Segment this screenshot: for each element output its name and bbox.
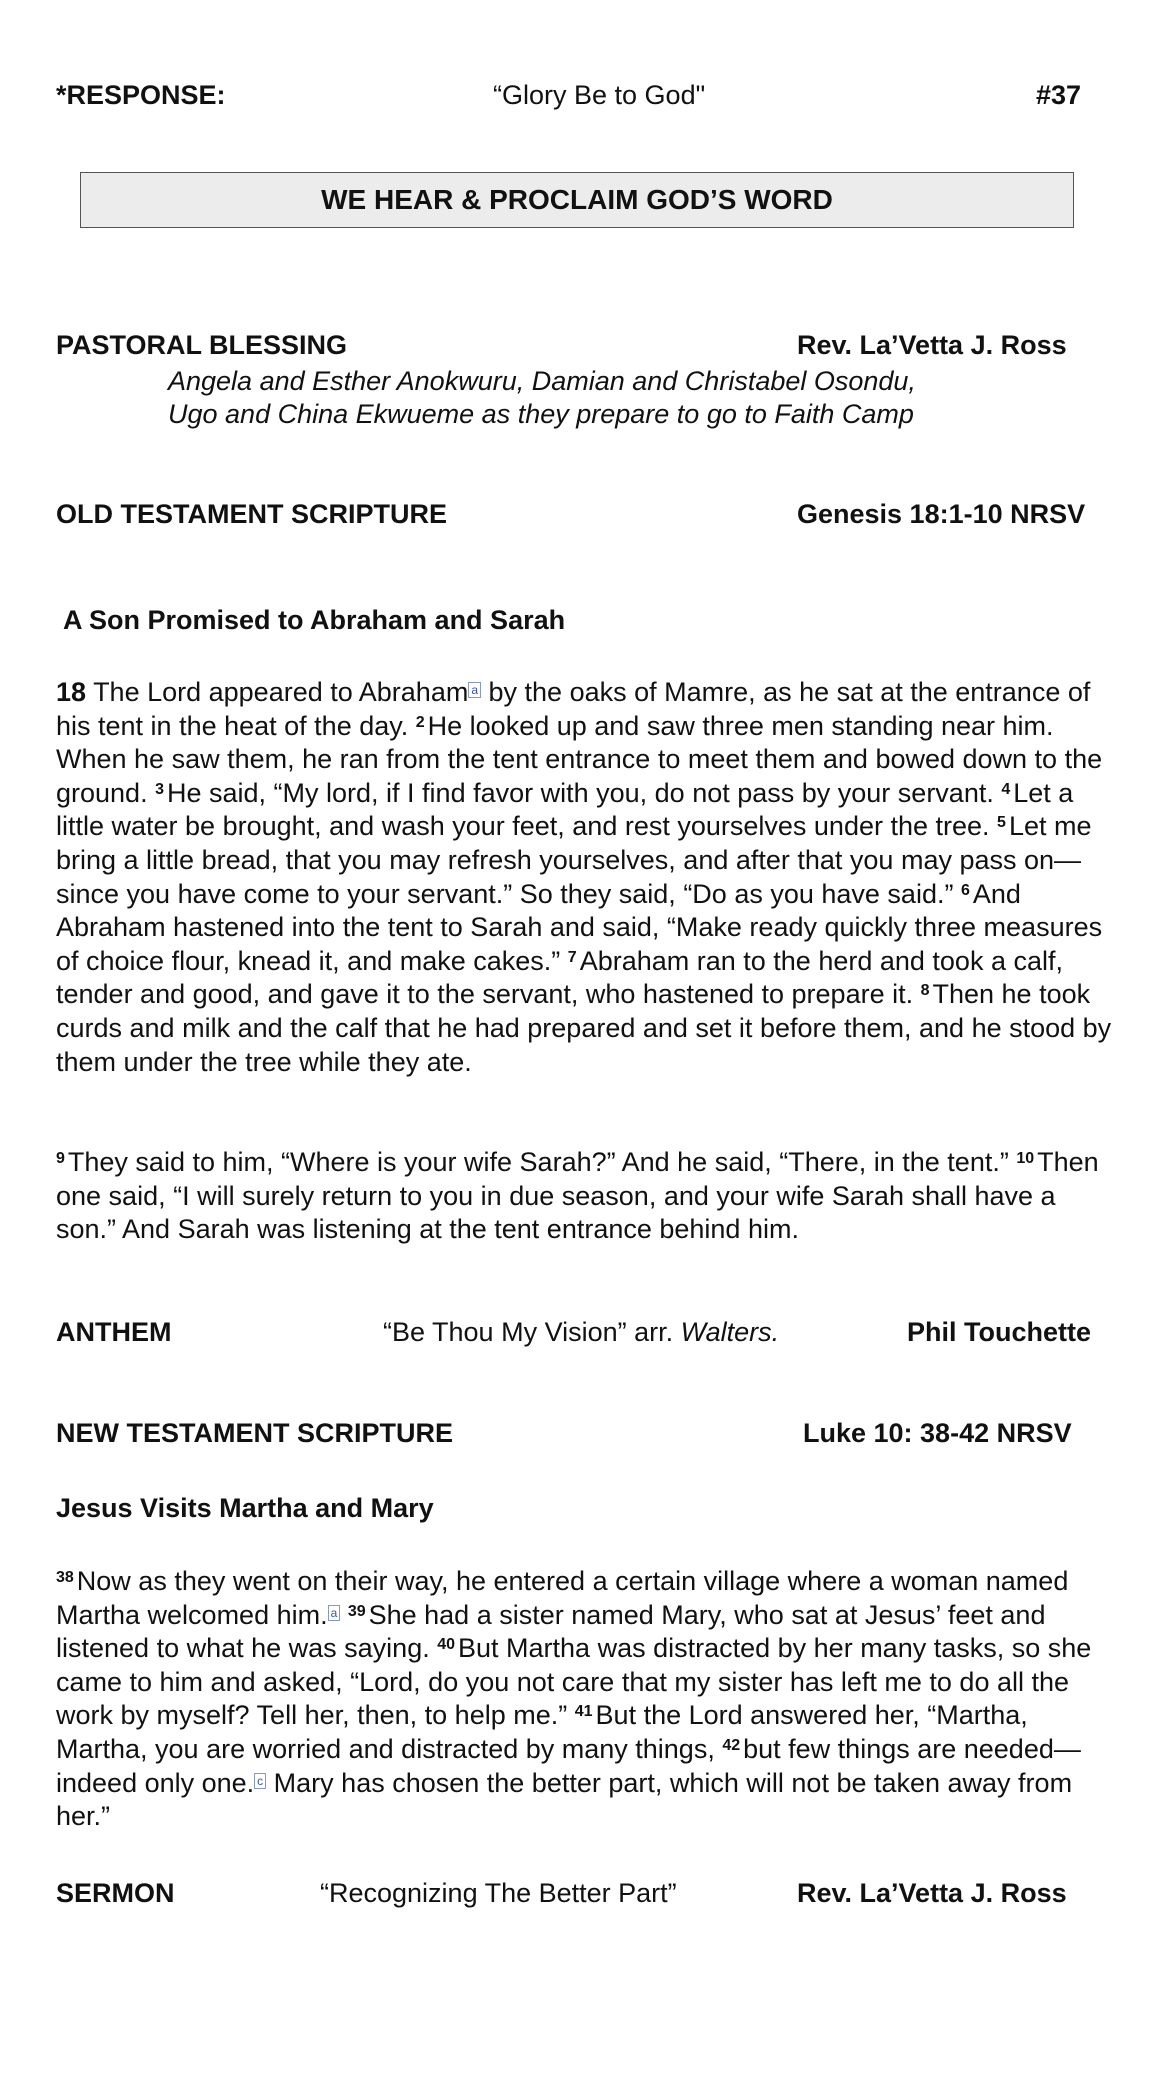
- chapter-number: 18: [56, 677, 87, 707]
- verse-42-cont: Mary has chosen the better part, which will not be taken away from her.”: [56, 1767, 1073, 1832]
- new-testament-reference: Luke 10: 38-42 NRSV: [803, 1418, 1072, 1448]
- verse-2: He looked up and saw three men standing near him. When he saw them, he ran from the tent entrance to meet them and bowed down to the ground.: [56, 710, 1103, 808]
- footnote-link[interactable]: c: [254, 1773, 266, 1789]
- verse-8: Then he took curds and milk and the calf that he had prepared and set it before them, and he stood by them under the tree while they ate.: [56, 979, 1112, 1077]
- blessing-names-line-1: Angela and Esther Anokwuru, Damian and Christabel Osondu,: [168, 366, 916, 396]
- verse-40: But Martha was distracted by her many tasks, so she came to him and asked, “Lord, do you not care that my sister has left me to do all the work by myself? Tell her, then, to help me.”: [56, 1633, 1092, 1731]
- genesis-passage-1: [56, 676, 1121, 1079]
- footnote-link[interactable]: a: [468, 682, 481, 698]
- verse-6: And Abraham hastened into the tent to Sarah and said, “Make ready quickly three measures of choice flour, knead it, and make cakes.”: [56, 878, 1103, 976]
- old-testament-reference: Genesis 18:1-10 NRSV: [797, 499, 1086, 529]
- verse-42: but few things are needed—indeed only one.: [56, 1733, 1081, 1798]
- old-testament-label: OLD TESTAMENT SCRIPTURE: [56, 499, 447, 529]
- verse-number: 38: [56, 1569, 74, 1586]
- verse-number: 39: [347, 1602, 366, 1620]
- anthem-song: “Be Thou My Vision” arr.: [383, 1317, 681, 1347]
- new-testament-label: NEW TESTAMENT SCRIPTURE: [56, 1418, 453, 1448]
- section-banner: WE HEAR & PROCLAIM GOD’S WORD: [80, 172, 1074, 228]
- blessing-names-line-2: Ugo and China Ekwueme as they prepare to go to Faith Camp: [168, 399, 914, 429]
- footnote-link[interactable]: a: [328, 1605, 341, 1621]
- verse-5: Let me bring a little bread, that you may refresh yourselves, and after that you may pass on—since you have come to your servant.” So they said, “Do as you have said.”: [56, 811, 1092, 909]
- verse-number: 42: [722, 1736, 741, 1754]
- sermon-preacher: Rev. La’Vetta J. Ross: [797, 1878, 1067, 1908]
- verse-number: 9: [56, 1150, 65, 1167]
- verse-number: 3: [155, 780, 164, 798]
- verse-38: Now as they went on their way, he entered a certain village where a woman named Martha welcomed him.: [56, 1566, 1069, 1630]
- verse-1-cont: by the oaks of Mamre, as he sat at the entrance of his tent in the heat of the day.: [56, 677, 1091, 741]
- verse-10: Then one said, “I will surely return to you in due season, and your wife Sarah shall have a son.” And Sarah was listening at the tent entrance behind him.: [56, 1147, 1099, 1245]
- anthem-performer: Phil Touchette: [907, 1317, 1092, 1347]
- anthem-label: ANTHEM: [56, 1317, 172, 1347]
- new-testament-heading: Jesus Visits Martha and Mary: [56, 1493, 434, 1523]
- luke-passage: [56, 1565, 1121, 1834]
- verse-number: 7: [567, 948, 577, 966]
- verse-3: He said, “My lord, if I find favor with you, do not pass by your servant.: [166, 777, 1002, 808]
- anthem-title: [383, 1317, 779, 1348]
- verse-1: The Lord appeared to Abraham: [93, 677, 469, 707]
- verse-number: 4: [1001, 780, 1011, 798]
- verse-number: 40: [437, 1636, 456, 1654]
- response-title: “Glory Be to God": [493, 80, 706, 110]
- verse-number: 41: [574, 1703, 593, 1721]
- verse-7: Abraham ran to the herd and took a calf, tender and good, and gave it to the servant, who hastened to prepare it.: [56, 945, 1063, 1010]
- verse-39: She had a sister named Mary, who sat at Jesus’ feet and listened to what he was saying.: [56, 1599, 1046, 1664]
- response-number: #37: [1036, 80, 1082, 110]
- verse-number: 10: [1016, 1150, 1035, 1167]
- verse-number: 6: [960, 881, 970, 899]
- genesis-passage-2: [56, 1146, 1121, 1247]
- old-testament-heading: A Son Promised to Abraham and Sarah: [63, 605, 566, 635]
- pastoral-blessing-leader: Rev. La’Vetta J. Ross: [797, 330, 1067, 360]
- verse-number: 5: [997, 814, 1006, 832]
- pastoral-blessing-label: PASTORAL BLESSING: [56, 330, 348, 360]
- response-label: *RESPONSE:: [56, 80, 226, 110]
- verse-number: 8: [920, 982, 930, 1000]
- verse-4: Let a little water be brought, and wash your feet, and rest yourselves under the tree.: [56, 777, 1074, 842]
- anthem-arranger: Walters.: [680, 1317, 780, 1347]
- verse-number: 2: [415, 713, 425, 731]
- verse-41: But the Lord answered her, “Martha, Martha, you are worried and distracted by many things,: [56, 1700, 1028, 1764]
- verse-9: They said to him, “Where is your wife Sarah?” And he said, “There, in the tent.”: [67, 1147, 1017, 1177]
- sermon-title: “Recognizing The Better Part”: [320, 1878, 677, 1908]
- sermon-label: SERMON: [56, 1878, 175, 1908]
